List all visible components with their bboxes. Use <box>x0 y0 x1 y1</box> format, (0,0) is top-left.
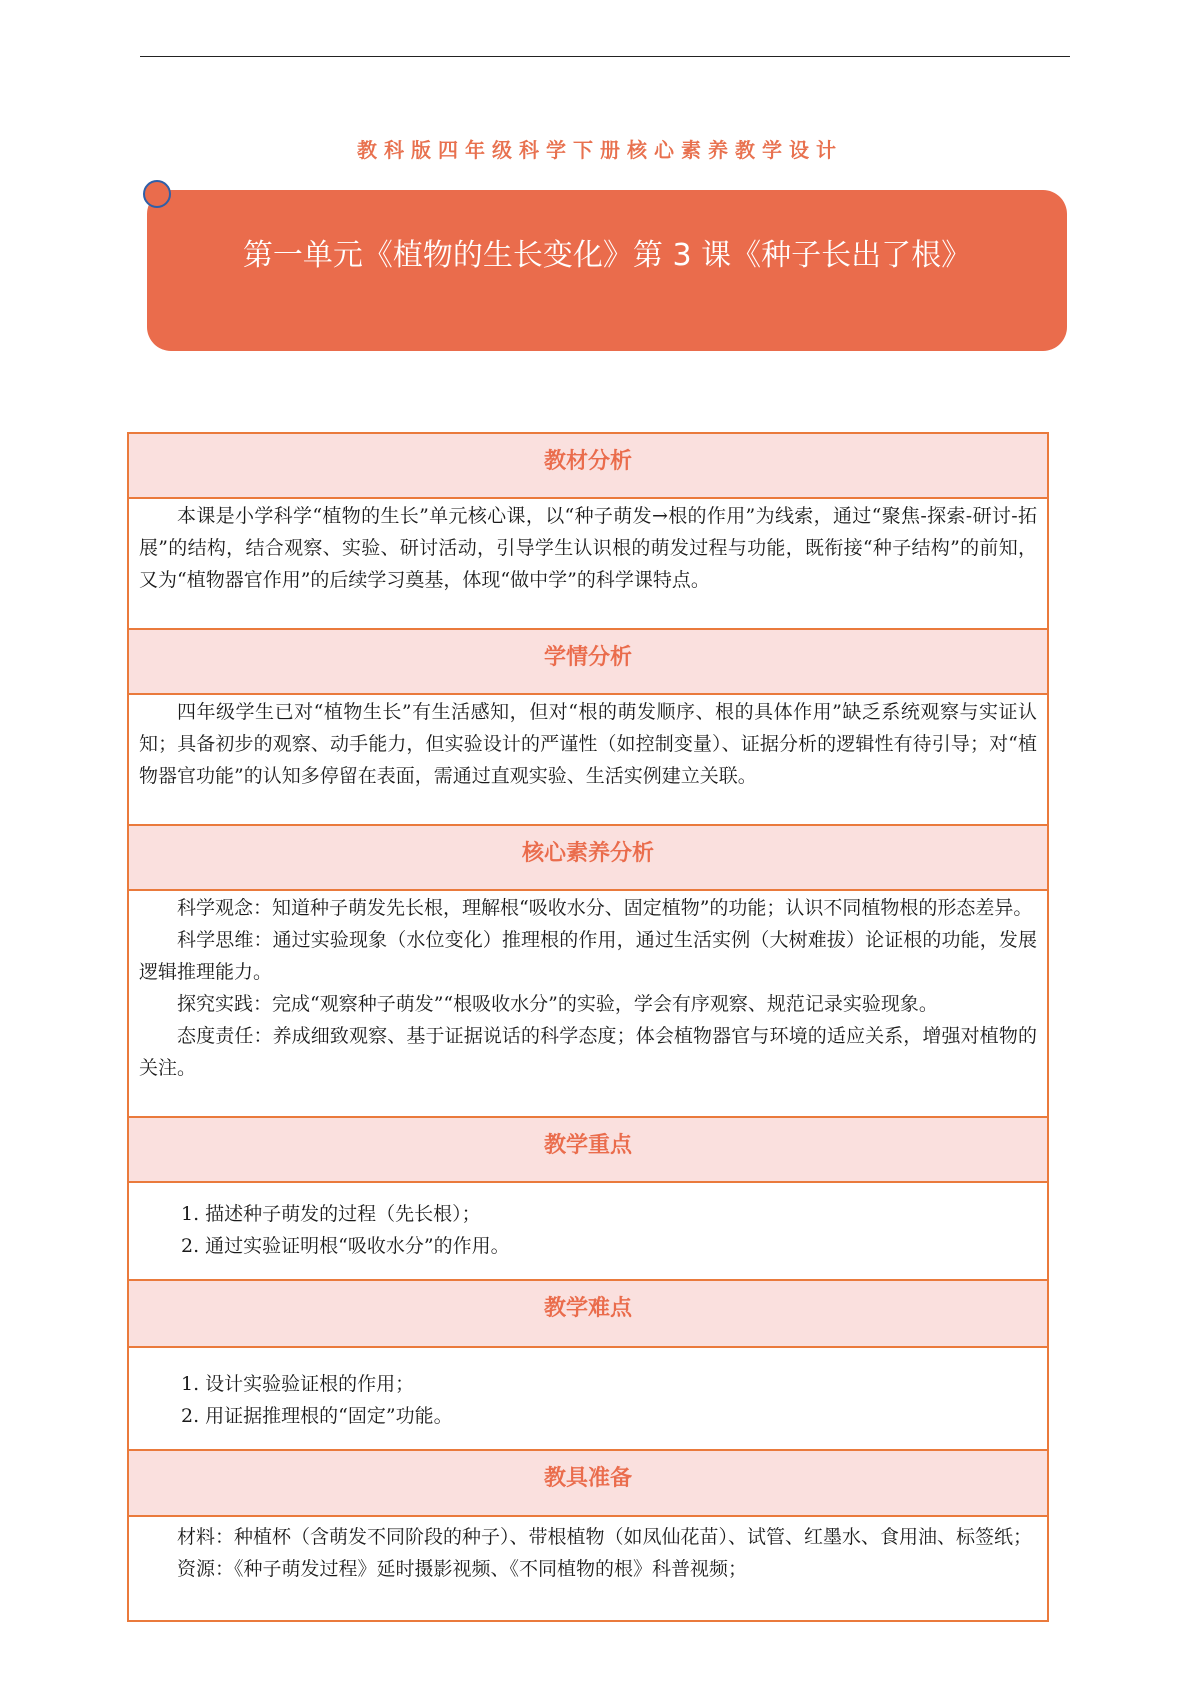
top-rule <box>140 56 1070 57</box>
paragraph: 态度责任：养成细致观察、基于证据说话的科学态度；体会植物器官与环境的适应关系，增强对植物的关注。 <box>139 1025 1037 1079</box>
paragraph: 资源：《种子萌发过程》延时摄影视频、《不同植物的根》科普视频； <box>177 1558 748 1580</box>
paragraph: 四年级学生已对“植物生长”有生活感知，但对“根的萌发顺序、根的具体作用”缺乏系统观察与实证认知；具备初步的观察、动手能力，但实验设计的严谨性（如控制变量）、证据分析的逻辑性有待引导；对“植物器官功能”的认知多停留在表面，需通过直观实验、生活实例建立关联。 <box>139 701 1037 787</box>
section-heading-teaching-difficulty: 教学难点 <box>129 1281 1047 1348</box>
section-body-teaching-focus <box>129 1183 1047 1281</box>
list-item: 2. 用证据推理根的“固定”功能。 <box>181 1405 453 1427</box>
paragraph: 科学思维：通过实验现象（水位变化）推理根的作用，通过生活实例（大树难拔）论证根的功能，发展逻辑推理能力。 <box>139 929 1037 983</box>
paragraph: 探究实践：完成“观察种子萌发”“根吸收水分”的实验，学会有序观察、规范记录实验现象。 <box>177 993 938 1015</box>
lesson-design-table <box>127 432 1049 1622</box>
section-body-textbook-analysis <box>129 499 1047 630</box>
section-heading-teaching-focus: 教学重点 <box>129 1118 1047 1183</box>
paragraph: 本课是小学科学“植物的生长”单元核心课，以“种子萌发→根的作用”为线索，通过“聚焦-探索-研讨-拓展”的结构，结合观察、实验、研讨活动，引导学生认识根的萌发过程与功能，既衔接“种子结构”的前知，又为“植物器官作用”的后续学习奠基，体现“做中学”的科学课特点。 <box>139 505 1037 591</box>
list-item: 2. 通过实验证明根“吸收水分”的作用。 <box>181 1235 510 1257</box>
section-heading-core-literacy: 核心素养分析 <box>129 826 1047 891</box>
title-banner <box>147 190 1067 351</box>
paragraph: 科学观念：知道种子萌发先长根，理解根“吸收水分、固定植物”的功能；认识不同植物根的形态差异。 <box>177 897 1033 919</box>
document-header: 教科版四年级科学下册核心素养教学设计 <box>357 138 843 162</box>
paragraph: 材料：种植杯（含萌发不同阶段的种子）、带根植物（如凤仙花苗）、试管、红墨水、食用油、标签纸； <box>177 1526 1033 1548</box>
section-body-core-literacy <box>129 891 1047 1118</box>
list-item: 1. 描述种子萌发的过程（先长根）； <box>181 1203 481 1225</box>
section-body-teaching-difficulty <box>129 1348 1047 1451</box>
section-heading-materials: 教具准备 <box>129 1451 1047 1517</box>
lesson-title: 第一单元《植物的生长变化》第 3 课《种子长出了根》 <box>242 238 972 273</box>
section-heading-textbook-analysis: 教材分析 <box>129 434 1047 499</box>
banner-dot-decoration <box>143 180 171 208</box>
section-body-materials <box>129 1517 1047 1620</box>
list-item: 1. 设计实验验证根的作用； <box>181 1373 415 1395</box>
section-heading-student-analysis: 学情分析 <box>129 630 1047 695</box>
section-body-student-analysis <box>129 695 1047 826</box>
